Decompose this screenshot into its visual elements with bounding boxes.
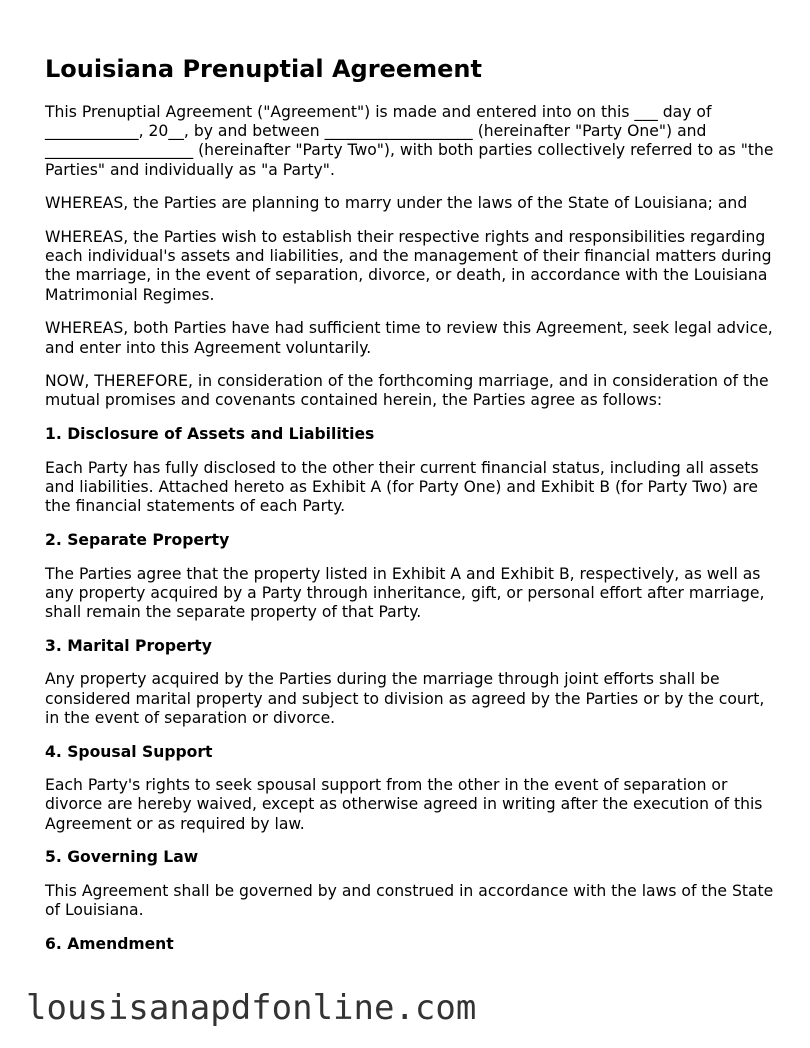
section-heading-separate-property: 2. Separate Property (45, 530, 230, 549)
site-watermark: lousisanapdfonline.com (26, 988, 477, 1028)
section-heading-governing-law: 5. Governing Law (45, 848, 199, 867)
whereas-rights-paragraph: WHEREAS, the Parties wish to establish their respective rights and responsibilities regarding each individual's assets and liabilities, and the management of their financial matters during the marriage, in the event of separation, divorce, or death, in accordance with the Louisiana Matrimonial Regimes. (45, 228, 772, 304)
section-body-separate-property: The Parties agree that the property listed in Exhibit A and Exhibit B, respectively, as well as any property acquired by a Party through inheritance, gift, or personal effort after marriage, shall remain the separate property of that Party. (45, 564, 765, 622)
document-page (45, 52, 775, 969)
section-body-marital-property: Any property acquired by the Parties during the marriage through joint efforts shall be considered marital property and subject to division as agreed by the Parties or by the court, in the event of separation or divorce. (45, 670, 765, 727)
now-therefore-paragraph: NOW, THEREFORE, in consideration of the forthcoming marriage, and in consideration of the mutual promises and covenants contained herein, the Parties agree as follows: (45, 372, 769, 410)
whereas-review-paragraph: WHEREAS, both Parties have had sufficient time to review this Agreement, seek legal advice, and enter into this Agreement voluntarily. (45, 319, 773, 357)
whereas-marry-paragraph: WHEREAS, the Parties are planning to marry under the laws of the State of Louisiana; and (45, 194, 748, 213)
section-heading-spousal-support: 4. Spousal Support (45, 742, 213, 761)
intro-paragraph: This Prenuptial Agreement ("Agreement") is made and entered into on this ___ day of ____________, 20__, by and between ___________________ (hereinafter "Party One") and ___________________ (hereinafter "Party Two"), with both parties collectively referred to as "the Parties" and individually as "a Party". (45, 103, 774, 179)
section-body-spousal-support: Each Party's rights to seek spousal support from the other in the event of separation or divorce are hereby waived, except as otherwise agreed in writing after the execution of this Agreement or as required by law. (45, 776, 763, 833)
section-heading-disclosure: 1. Disclosure of Assets and Liabilities (45, 425, 375, 444)
section-body-governing-law: This Agreement shall be governed by and construed in accordance with the laws of the State of Louisiana. (45, 882, 774, 920)
section-heading-marital-property: 3. Marital Property (45, 636, 212, 655)
section-heading-amendment: 6. Amendment (45, 935, 174, 953)
document-title: Louisiana Prenuptial Agreement (45, 55, 482, 83)
section-body-disclosure: Each Party has fully disclosed to the other their current financial status, including all assets and liabilities. Attached hereto as Exhibit A (for Party One) and Exhibit B (for Party Two) are the financial statements of each Party. (45, 458, 759, 516)
